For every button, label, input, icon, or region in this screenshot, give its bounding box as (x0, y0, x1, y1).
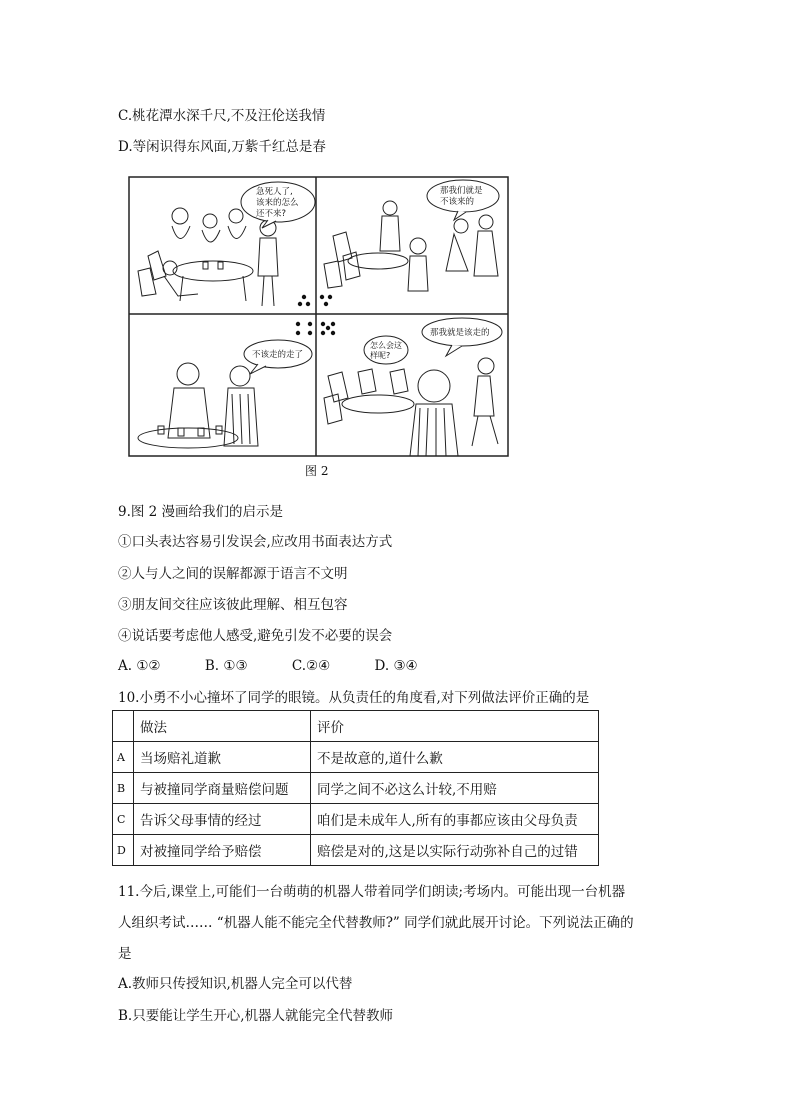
svg-text:不该走的走了 (252, 349, 303, 360)
q11-stem-line-3: 是 (118, 946, 132, 962)
bubble-2-line-2: 不该来的 (440, 197, 475, 207)
q9-item-3: ③朋友间交往应该彼此理解、相互包容 (118, 597, 348, 613)
q10-stem: 10.小勇不小心撞坏了同学的眼镜。从负责任的角度看,对下列做法评价正确的是 (118, 690, 590, 706)
bubble-4a-line-2: 样呢? (370, 351, 391, 360)
q11-option-b: B.只要能让学生开心,机器人就能完全代替教师 (118, 1008, 394, 1024)
option-d-text: D.等闲识得东风面,万紫千红总是春 (118, 139, 326, 155)
table-row (113, 804, 599, 835)
row-evaluation: 赔偿是对的,这是以实际行动弥补自己的过错 (311, 835, 599, 866)
bubble-1-line-2: 该来的怎么 (256, 198, 299, 208)
table-header-row (113, 711, 599, 742)
row-method: 对被撞同学给予赔偿 (134, 835, 311, 866)
header-method: 做法 (134, 711, 311, 742)
q11-option-a: A.教师只传授知识,机器人完全可以代替 (118, 976, 353, 992)
row-key: C (113, 804, 134, 835)
q9-option-c: C.②④ (291, 658, 331, 674)
row-evaluation: 咱们是未成年人,所有的事都应该由父母负责 (311, 804, 599, 835)
bubble-4b-line-1: 那我就是该走的 (430, 328, 490, 338)
row-key: B (113, 773, 134, 804)
table-row (113, 773, 599, 804)
q9-options (118, 658, 458, 674)
bubble-1-line-3: 还不来? (256, 209, 287, 219)
bubble-3-line-1: 不该走的走了 (252, 350, 304, 360)
q9-stem: 9.图 2 漫画给我们的启示是 (118, 504, 284, 520)
row-evaluation: 不是故意的,道什么歉 (311, 742, 599, 773)
row-key: A (113, 742, 134, 773)
comic-figure (128, 176, 509, 457)
q9-option-a: A. ①② (118, 658, 161, 674)
q11-stem-line-1: 11.今后,课堂上,可能们一台萌萌的机器人带着同学们朗读;考场内。可能出现一台机器 (118, 884, 626, 900)
bubble-2-line-1: 那我们就是 (440, 186, 483, 196)
evaluation-table (112, 710, 599, 866)
row-method: 与被撞同学商量赔偿问题 (134, 773, 311, 804)
figure-caption: 图 2 (305, 464, 329, 478)
row-evaluation: 同学之间不必这么计较,不用赔 (311, 773, 599, 804)
q9-option-d: D. ③④ (374, 658, 418, 674)
row-method: 当场赔礼道歉 (134, 742, 311, 773)
q11-stem-line-2: 人组织考试…… “机器人能不能完全代替教师?” 同学们就此展开讨论。下列说法正确的 (118, 915, 634, 931)
header-key (113, 711, 134, 742)
row-key: D (113, 835, 134, 866)
q9-option-b: B. ①③ (204, 658, 248, 674)
bubble-1-line-1: 急死人了, (256, 187, 293, 197)
q9-item-4: ④说话要考虑他人感受,避免引发不必要的误会 (118, 628, 393, 644)
q9-item-1: ①口头表达容易引发误会,应改用书面表达方式 (118, 534, 393, 550)
table-row (113, 742, 599, 773)
table-row (113, 835, 599, 866)
option-c-text: C.桃花潭水深千尺,不及汪伦送我情 (118, 108, 326, 124)
bubble-4a-line-1: 怎么会这 (370, 341, 402, 350)
svg-text:那我就是该走的 (430, 327, 490, 338)
header-evaluation: 评价 (311, 711, 599, 742)
q9-item-2: ②人与人之间的误解都源于语言不文明 (118, 566, 348, 582)
row-method: 告诉父母事情的经过 (134, 804, 311, 835)
